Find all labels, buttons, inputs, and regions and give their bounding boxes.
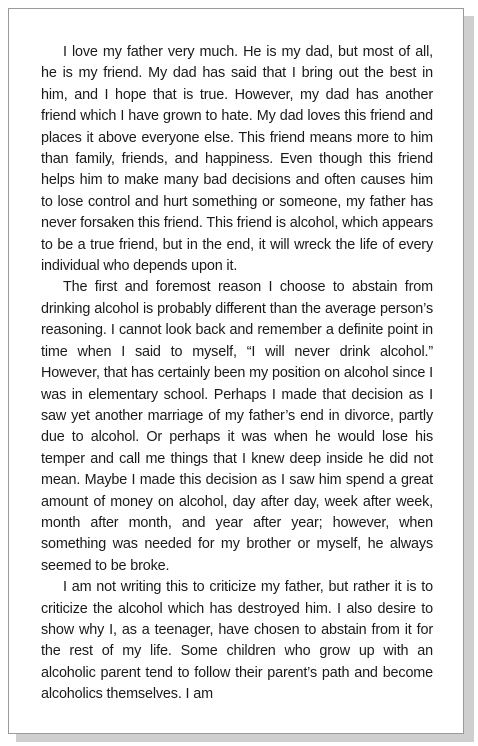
paragraph-1: I love my father very much. He is my dad, but most of all, he is my friend. My dad has said that I bring out the best in him, and I hope that is true. However, my dad has another friend which I have grown to hate. My dad loves this friend and places it above everyone else. This friend means more to him than family, friends, and happiness. Even though this friend helps him to make many bad decisions and often causes him to lose control and hurt something or someone, my father has never forsaken this friend. This friend is alcohol, which appears to be a true friend, but in the end, it will wreck the life of every individual who depends upon it. <box>41 44 433 275</box>
paragraph-2: The first and foremost reason I choose to abstain from drinking alcohol is probably different than the average person’s reasoning. I cannot look back and remember a definite point in time when I said to myself, “I will never drink alcohol.” However, that has certainly been my position on alcohol since I was in elementary school. Perhaps I made that decision as I saw yet another marriage of my father’s end in divorce, partly due to alcohol. Or perhaps it was when he would lose his temper and call me things that I knew deep inside he did not mean. Maybe I made this decision as I saw him spend a great amount of money on alcohol, day after day, week after week, month after month, and year after year; however, when something was needed for my brother or myself, he always seemed to be broke. <box>41 279 433 574</box>
document-page <box>8 8 464 734</box>
paragraph-3: I am not writing this to criticize my father, but rather it is to criticize the alcohol which has destroyed him. I also desire to show why I, as a teenager, have chosen to abstain from it for the rest of my life. Some children who grow up with an alcoholic parent tend to follow their parent’s path and become alcoholics themselves. I am <box>41 579 433 703</box>
